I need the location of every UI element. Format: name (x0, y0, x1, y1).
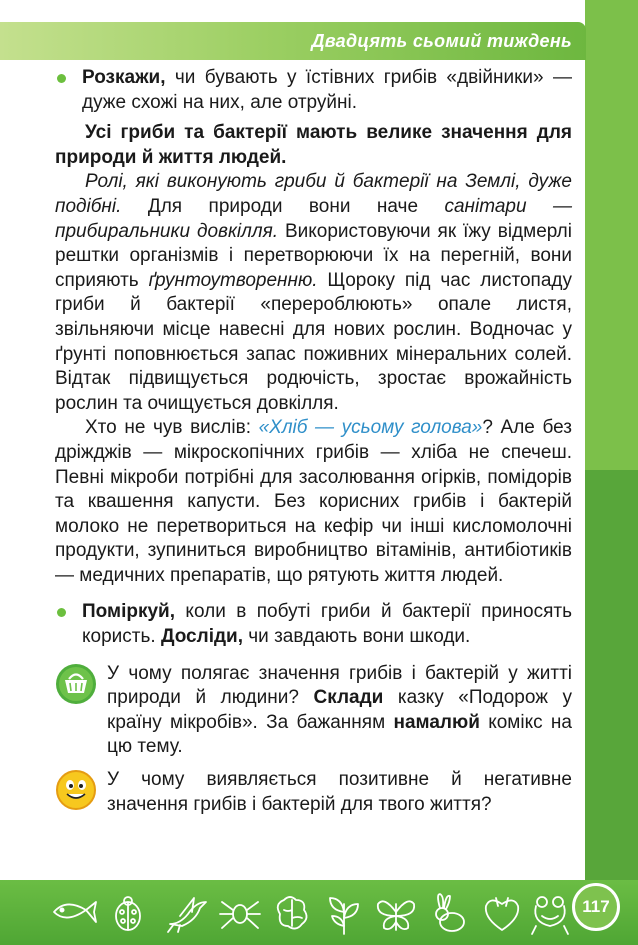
paragraph-bread (55, 416, 572, 588)
task-keyword: Склади (313, 687, 384, 709)
bullet-text: коли в побуті гриби й бактерії приносять користь. (82, 601, 572, 648)
bullet-text: чи бувають у їстівних грибів «двійники» — дуже схожі на них, але отруйні. (82, 67, 572, 113)
page-content (55, 66, 572, 817)
footer-icons (50, 888, 570, 938)
quote-text: «Хліб — усьому голова» (258, 417, 483, 439)
bullet-dot (57, 608, 66, 617)
fish-icon (54, 902, 96, 922)
italic-text: ґрунтоутворенню. (148, 269, 318, 291)
paragraph-text: Хто не чув вислів: (85, 417, 259, 439)
task-keyword: намалюй (393, 711, 480, 733)
paragraph-text: Щороку під час листопаду гриби й бактерії «перероблюють» опале листя, звільняючи місце навесні для нових рослин. Водночас у ґрунті поповнюється запас поживних мінеральних солей. Відтак підвищується родючість, зростає врожайність рослин та очищується довкілля. (55, 269, 572, 414)
task-text: казку «Подорож у країну мікробів». За бажанням (107, 687, 572, 733)
right-margin-strip-dark (585, 470, 638, 880)
task-text: У чому виявляється позитивне й негативне значення грибів і бактерій для твого життя? (107, 769, 572, 815)
paragraph-text: Використовуючи як їжу відмерлі рештки організмів і перетворюючи їх на перегній, вони сприяють (55, 220, 572, 291)
task-reflect (55, 768, 572, 817)
smiley-icon (55, 769, 97, 811)
bullet-keyword: Розкажи, (82, 67, 166, 88)
paragraph-text: Для природи вони наче (121, 195, 445, 217)
bullet-keyword: Досліди, (160, 626, 243, 648)
task-text: комікс на цю тему. (107, 711, 572, 758)
footer-band (0, 880, 638, 945)
task-compose-tale (55, 662, 572, 760)
italic-text: Ролі, які виконують гриби й бактерії на Землі, дуже подібні. (55, 171, 572, 217)
bullet-keyword: Поміркуй, (82, 601, 175, 623)
italic-text: санітари — прибиральники довкілля. (55, 195, 573, 242)
bullet-dot (57, 74, 66, 83)
plant-icon (330, 898, 358, 934)
bullet-task-think (55, 600, 572, 649)
page-number: 117 (572, 883, 620, 931)
spider-icon (220, 902, 260, 928)
bird-icon (168, 898, 206, 932)
bullet-task-tell (55, 66, 572, 115)
page-title: Двадцять сьомий тиждень (311, 31, 572, 51)
frog-icon (532, 897, 568, 934)
task-text: У чому полягає значення грибів і бактерій у житті природи й людини? (107, 662, 572, 709)
butterfly-icon (378, 901, 414, 930)
paragraph-roles (55, 170, 572, 416)
heart-icon (486, 898, 518, 930)
section-heading: Усі гриби та бактерії мають велике значення для природи й життя людей. (55, 122, 572, 168)
basket-icon (55, 663, 97, 705)
bullet-text: чи завдають вони шкоди. (243, 626, 471, 648)
rabbit-icon (436, 894, 464, 931)
brain-icon (278, 897, 307, 929)
header-band (0, 22, 586, 60)
paragraph-text: ? Але без дріжджів — мікроскопічних грибів — хліба не спечеш. Певні мікроби потрібні для засолювання огірків, помідорів та квашення капусти. Без корисних грибів і бактерій молоко не перетвориться на кефір чи інші кисломолочні продукти, зупиниться виробництво вітамінів, антибіотиків — медичних препаратів, що рятують життя людей. (55, 417, 573, 586)
ladybug-icon (116, 897, 140, 930)
